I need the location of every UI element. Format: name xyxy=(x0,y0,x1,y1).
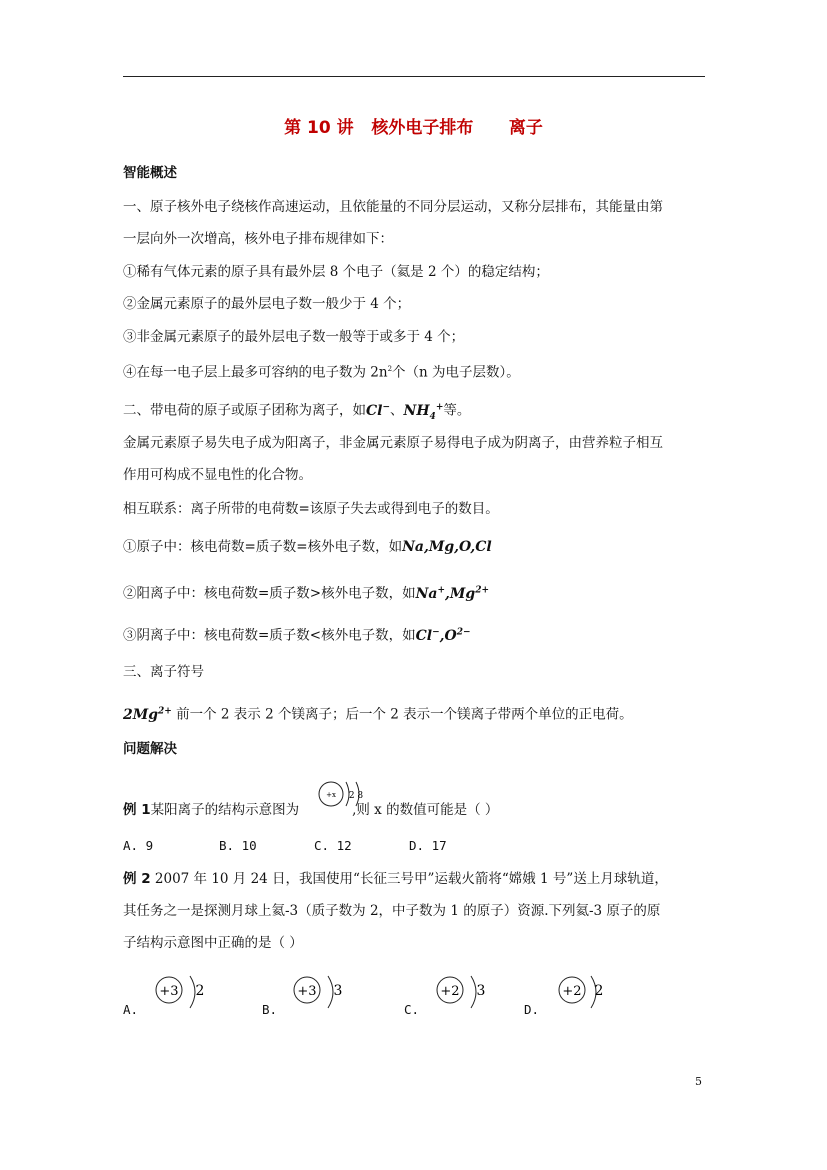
option-value: 12 xyxy=(336,838,352,853)
example-2-line-2: 其任务之一是探测月球上氦-3（质子数为 2，中子数为 1 的原子）资源.下列氦-3 原子的原 xyxy=(123,903,661,919)
rule-3: ③非金属元素原子的最外层电子数一般等于或多于 4 个； xyxy=(123,329,465,345)
relation-3-formulas: $Cl^-,O^{2-}$ xyxy=(415,627,471,644)
relation-1-text: ①原子中：核电荷数=质子数=核外电子数，如 xyxy=(123,539,403,555)
example-1-option-b[interactable] xyxy=(219,838,257,853)
example-2-option-c-diagram[interactable] xyxy=(433,974,493,1014)
page-title: 第 10 讲 核外电子排布 离子 xyxy=(284,118,543,138)
example-1-label: 例 1 xyxy=(123,802,151,818)
example-1-option-c[interactable] xyxy=(314,838,352,853)
paragraph-4: 相互联系：离子所带的电荷数=该原子失去或得到电子的数目。 xyxy=(123,501,499,517)
option-d-electrons: 2 xyxy=(594,983,604,999)
relation-1-formulas: Na,Mg,O,Cl xyxy=(402,539,492,555)
paragraph-6-text: 前一个 2 表示 2 个镁离子；后一个 2 表示一个镁离子带两个单位的正电荷。 xyxy=(176,706,633,723)
relation-1 xyxy=(123,537,492,557)
option-letter: D. xyxy=(409,838,425,853)
rule-4-text-end: 个（n 为电子层数）。 xyxy=(392,364,520,381)
page-number: 5 xyxy=(695,1075,702,1088)
example-2-line-3: 子结构示意图中正确的是（ ） xyxy=(123,935,303,951)
paragraph-6 xyxy=(123,701,633,725)
option-d-nucleus: +2 xyxy=(562,984,582,999)
relation-3 xyxy=(123,622,471,646)
example-2-option-a-diagram[interactable] xyxy=(152,974,212,1014)
rule-2: ②金属元素原子的最外层电子数一般少于 4 个； xyxy=(123,296,411,312)
paragraph-3-line-2: 作用可构成不显电性的化合物。 xyxy=(123,467,312,483)
option-letter: C. xyxy=(314,838,330,853)
example-2-option-d-letter[interactable]: D. xyxy=(524,1002,540,1017)
magnesium-ion-formula: $2Mg^{2+}$ xyxy=(123,706,172,723)
option-b-nucleus: +3 xyxy=(297,984,317,999)
option-value: 9 xyxy=(145,838,154,853)
option-b-electrons: 3 xyxy=(333,983,343,999)
option-c-nucleus: +2 xyxy=(440,984,460,999)
paragraph-2-text: 二、带电荷的原子或原子团称为离子，如 xyxy=(123,402,366,419)
example-2-text: 2007 年 10 月 24 日，我国使用“长征三号甲”运载火箭将“嫦娥 1 号”送上月球轨道， xyxy=(150,871,668,887)
example-1-ion-structure-diagram xyxy=(316,778,372,814)
example-2-option-b-letter[interactable]: B. xyxy=(262,1002,278,1017)
ammonium-ion-formula: $NH_4^+$ xyxy=(403,402,444,422)
example-2-option-d-diagram[interactable] xyxy=(555,974,615,1014)
paragraph-2-end: 等。 xyxy=(443,402,471,419)
paragraph-1-line-1: 一、原子核外电子绕核作高速运动，且依能量的不同分层运动，又称分层排布，其能量由第 xyxy=(123,199,663,215)
header-rule xyxy=(123,76,705,77)
rule-1: ①稀有气体元素的原子具有最外层 8 个电子（氦是 2 个）的稳定结构； xyxy=(123,264,549,280)
rule-4 xyxy=(123,359,520,383)
example-1-option-a[interactable] xyxy=(123,838,153,853)
relation-2-formulas: $Na^+,Mg^{2+}$ xyxy=(415,585,490,602)
section-heading-problems: 问题解决 xyxy=(123,741,177,757)
option-a-electrons: 2 xyxy=(195,983,205,999)
option-value: 17 xyxy=(431,838,447,853)
paragraph-2: 二、带电荷的原子或原子团称为离子，如Cl−、$NH_4^+$等。 xyxy=(123,402,471,422)
chloride-ion-formula: Cl− xyxy=(366,402,391,419)
paragraph-5: 三、离子符号 xyxy=(123,664,204,680)
option-letter: B. xyxy=(219,838,235,853)
example-2-label: 例 2 xyxy=(123,871,151,887)
section-heading-overview: 智能概述 xyxy=(123,165,177,181)
example-1 xyxy=(123,800,498,820)
paragraph-1-line-2: 一层向外一次增高，核外电子排布规律如下： xyxy=(123,231,393,247)
rule-4-superscript: 2 xyxy=(387,365,393,373)
example-1-nucleus-charge: +x xyxy=(326,791,336,799)
example-2-line-1 xyxy=(123,869,668,889)
example-2-option-c-letter[interactable]: C. xyxy=(404,1002,420,1017)
example-1-option-d[interactable] xyxy=(409,838,447,853)
option-a-nucleus: +3 xyxy=(159,984,179,999)
example-2-option-a-letter[interactable]: A. xyxy=(123,1002,139,1017)
relation-3-text: ③阴离子中：核电荷数=质子数<核外电子数，如 xyxy=(123,627,416,644)
example-2-option-b-diagram[interactable] xyxy=(290,974,350,1014)
relation-2 xyxy=(123,580,489,604)
rule-4-text: ④在每一电子层上最多可容纳的电子数为 2n xyxy=(123,364,388,381)
example-1-shell-electrons: 2 8 xyxy=(348,791,364,801)
paragraph-3-line-1: 金属元素原子易失电子成为阳离子，非金属元素原子易得电子成为阴离子，由营养粒子相互 xyxy=(123,435,663,451)
option-value: 10 xyxy=(241,838,257,853)
option-c-electrons: 3 xyxy=(476,983,486,999)
example-1-text: 某阳离子的结构示意图为 xyxy=(150,802,300,818)
option-letter: A. xyxy=(123,838,139,853)
relation-2-text: ②阳离子中：核电荷数=质子数>核外电子数，如 xyxy=(123,585,416,602)
example-1-question: ,则 x 的数值可能是（ ） xyxy=(352,802,499,818)
